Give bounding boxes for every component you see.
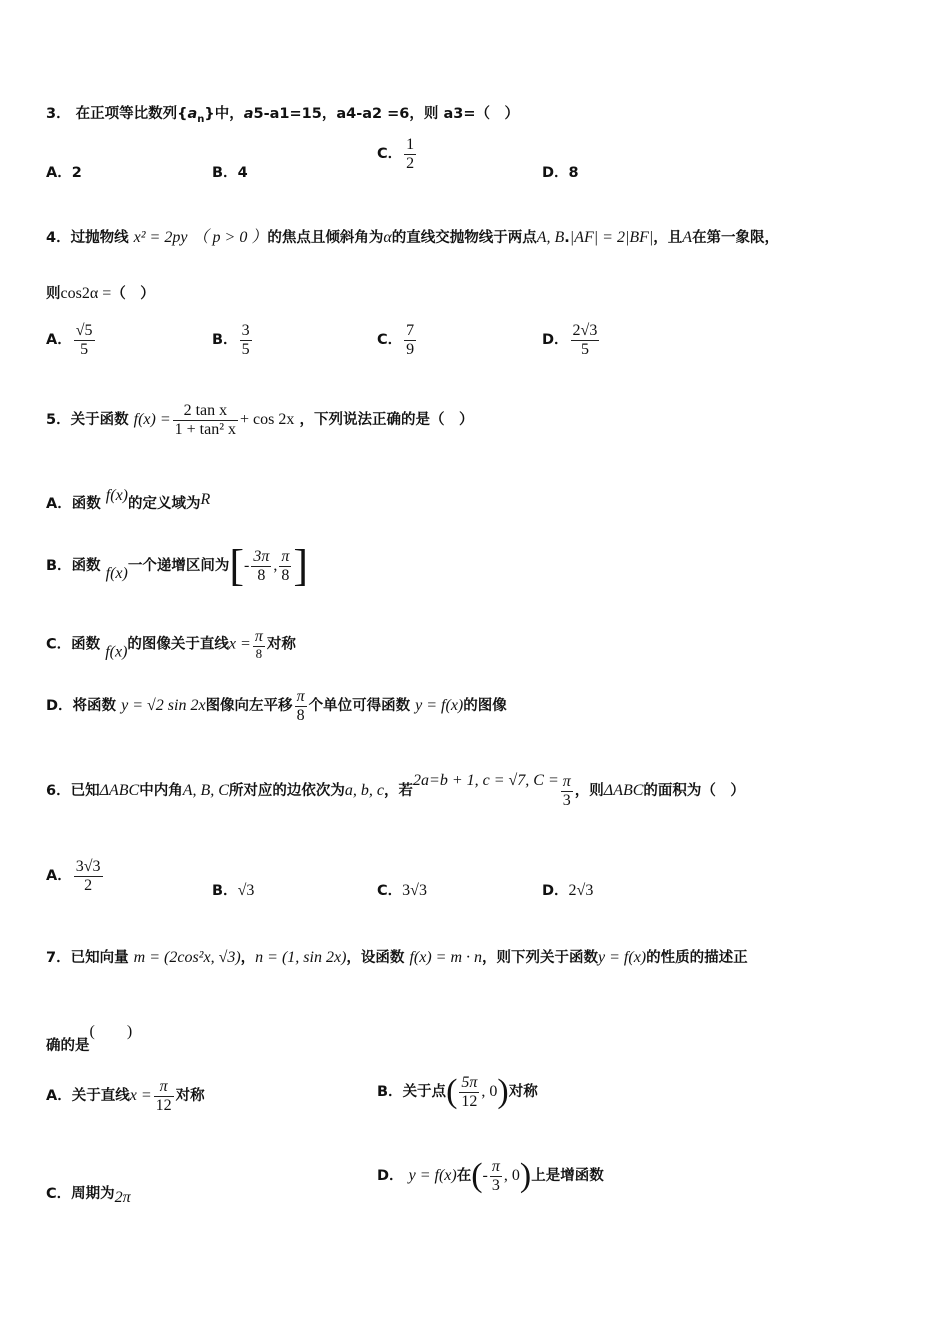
q3-stem xyxy=(46,102,519,125)
function-f: f(x) xyxy=(105,565,128,582)
q4-number: 4． xyxy=(46,230,71,246)
fraction-denominator: 12 xyxy=(155,1096,172,1114)
option-value: 3√3 xyxy=(402,882,427,899)
option-label: A． xyxy=(46,868,72,885)
fraction-denominator: 5 xyxy=(241,340,250,358)
q7-text: 的性质的描述正 xyxy=(646,950,748,966)
q6-angles: A, B, C xyxy=(182,782,229,799)
option-value: 2 xyxy=(71,165,82,181)
q7-number: 7． xyxy=(46,950,71,966)
q5-option-a[interactable] xyxy=(46,487,210,513)
option-label: C． xyxy=(377,146,403,163)
q6-option-a[interactable] xyxy=(46,858,105,894)
option-text: 函数 xyxy=(71,636,101,653)
fraction xyxy=(74,322,95,358)
comma: , xyxy=(273,557,278,574)
q4-condition: （ p > 0 ） xyxy=(192,229,268,246)
function-f: f(x) xyxy=(105,643,128,661)
option-text: 个单位可得函数 xyxy=(308,698,411,715)
q3-an: a xyxy=(187,106,198,122)
interval-tail: , 0 xyxy=(503,1167,520,1185)
left-paren: ( xyxy=(471,1157,483,1195)
q3-text-a: 在正项等比数列{ xyxy=(75,106,188,122)
fraction-denominator: 12 xyxy=(461,1092,478,1110)
q6-conditions: 2a=b + 1, c = √7, C = xyxy=(413,772,559,789)
option-label: D． xyxy=(542,883,569,899)
right-bracket: ] xyxy=(293,541,308,590)
q3-number: 3． xyxy=(46,106,71,122)
q4-text: 的直线交抛物线于两点 xyxy=(391,230,537,246)
q6-triangle: ΔABC xyxy=(603,782,644,799)
fraction xyxy=(404,322,416,358)
fraction-denominator: 8 xyxy=(296,706,305,724)
q7-option-d[interactable] xyxy=(377,1158,604,1194)
fraction xyxy=(154,1078,174,1114)
q5-number: 5． xyxy=(46,412,71,429)
fraction xyxy=(279,548,291,584)
point-tail: , 0 xyxy=(481,1083,498,1101)
fraction xyxy=(173,402,238,438)
q7-vector-m: m = (2cos²x, √3) xyxy=(133,949,241,966)
option-label: D． xyxy=(542,165,569,181)
q5-function-tail: + cos 2x xyxy=(240,411,295,429)
period-value: 2π xyxy=(114,1189,131,1206)
option-text: 的定义域为 xyxy=(128,496,201,512)
q4-text: 在第一象限， xyxy=(692,230,780,246)
line-x: x = xyxy=(129,1087,152,1105)
q6-triangle: ΔABC xyxy=(99,782,140,799)
q7-stem xyxy=(46,946,748,967)
option-text: 对称 xyxy=(175,1088,205,1105)
fraction-numerator: π xyxy=(491,1158,500,1175)
fraction xyxy=(459,1074,479,1110)
fraction-numerator: π xyxy=(281,547,290,565)
q4-option-b[interactable] xyxy=(212,322,254,358)
fraction-denominator: 5 xyxy=(80,340,89,358)
fraction-numerator: π xyxy=(562,772,571,790)
q5-option-c[interactable] xyxy=(46,628,296,661)
option-text: 一个递增区间为 xyxy=(127,558,230,574)
option-label: A． xyxy=(46,332,72,349)
q7-function-y: y = f(x) xyxy=(598,949,647,966)
q4-stem-line2 xyxy=(46,282,155,303)
q3-option-c[interactable] xyxy=(377,136,418,172)
fraction xyxy=(74,858,103,894)
fraction xyxy=(490,1158,502,1194)
option-label: D． xyxy=(46,698,73,715)
option-label: B． xyxy=(212,332,238,349)
fraction-numerator: 3 xyxy=(241,322,250,339)
fraction xyxy=(571,322,600,358)
q4-text: 则 xyxy=(46,286,61,302)
right-paren: ) xyxy=(519,1157,532,1195)
fraction xyxy=(251,548,271,584)
q4-cos-expression: cos2α = xyxy=(60,285,112,302)
fraction-numerator: 5π xyxy=(461,1074,478,1091)
option-label: C． xyxy=(46,636,72,653)
q7-stem-line2 xyxy=(46,1018,132,1055)
q5-function-lhs: f(x) = xyxy=(133,411,171,429)
fraction-numerator: 3√3 xyxy=(75,858,101,875)
q7-vector-n: n = (1, sin 2x) xyxy=(255,949,347,966)
option-value: √3 xyxy=(237,882,255,899)
fraction-numerator: π xyxy=(154,1078,174,1097)
q4-text: ，且 xyxy=(653,230,683,246)
q4-option-a[interactable] xyxy=(46,322,97,358)
fraction-numerator: √5 xyxy=(75,322,93,339)
q5-option-b[interactable] xyxy=(46,541,308,590)
fraction-numerator: 2√3 xyxy=(572,322,598,339)
fraction-numerator: π xyxy=(296,688,305,705)
fraction-numerator: 7 xyxy=(406,322,415,339)
function-y: y = f(x) xyxy=(408,1167,457,1185)
left-bracket: [ xyxy=(229,541,244,590)
q7-option-c[interactable] xyxy=(46,1182,131,1207)
q5-text: ，下列说法正确的是（ ） xyxy=(299,412,474,429)
q3-cond2: a4-a2 =6，则 a3=（ ） xyxy=(336,106,519,122)
set-r: R xyxy=(200,491,211,508)
option-label: B． xyxy=(212,883,238,899)
minus-sign: - xyxy=(482,1167,488,1185)
fraction-numerator: π xyxy=(254,628,263,645)
option-text: 的图像 xyxy=(463,698,507,715)
q6-option-c[interactable] xyxy=(377,879,427,900)
option-text: 函数 xyxy=(71,558,101,574)
q7-option-a[interactable] xyxy=(46,1078,205,1114)
q6-option-b[interactable] xyxy=(212,879,254,900)
q3-option-b[interactable] xyxy=(212,161,248,182)
minus-sign: - xyxy=(243,557,250,574)
option-text: 的图像关于直线 xyxy=(127,636,229,653)
q5-stem xyxy=(46,402,473,438)
option-label: B． xyxy=(377,1084,403,1101)
option-text: 关于点 xyxy=(402,1084,447,1101)
option-text: 对称 xyxy=(508,1084,538,1101)
fraction xyxy=(561,773,573,809)
q7-answer-paren: ( ) xyxy=(89,1023,133,1040)
q3-an-sub: n xyxy=(197,113,205,125)
q3-cond1-rest: 5-a1=15， xyxy=(253,106,337,122)
q5-option-d[interactable] xyxy=(46,688,507,724)
q7-function-f: f(x) = m · n xyxy=(409,949,483,966)
fraction-denominator: 5 xyxy=(580,340,589,358)
q7-option-b[interactable] xyxy=(377,1074,538,1110)
fraction-denominator: 3 xyxy=(562,791,571,809)
function-y2: y = f(x) xyxy=(415,697,464,715)
q6-text: 所对应的边依次为 xyxy=(228,783,345,799)
q3-option-a[interactable] xyxy=(46,161,82,182)
option-label: A． xyxy=(46,496,72,512)
function-y: y = √2 sin 2x xyxy=(121,697,206,715)
option-value: 8 xyxy=(568,165,579,181)
q4-points: A, B xyxy=(536,229,565,246)
q4-option-d[interactable] xyxy=(542,322,601,358)
fraction-denominator: 8 xyxy=(257,566,266,584)
q6-number: 6． xyxy=(46,783,71,799)
fraction-denominator: 1 + tan² x xyxy=(174,420,237,438)
fraction-numerator: 1 xyxy=(406,136,415,153)
option-text: 图像向左平移 xyxy=(205,698,293,715)
option-label: D． xyxy=(542,332,569,349)
q6-sides: a, b, c xyxy=(344,782,385,799)
fraction-denominator: 2 xyxy=(84,876,93,894)
q6-text: 已知 xyxy=(70,783,100,799)
q3-text-b: }中， xyxy=(204,106,244,122)
option-label: B． xyxy=(46,558,72,574)
q4-text: 过抛物线 xyxy=(70,230,129,246)
option-label: A． xyxy=(46,165,72,181)
fraction xyxy=(295,688,307,724)
option-label: C． xyxy=(377,332,403,349)
q4-option-c[interactable] xyxy=(377,322,418,358)
option-label: C． xyxy=(377,883,403,899)
q3-cond1: a xyxy=(243,106,254,122)
q4-parabola-equation: x² = 2py xyxy=(133,229,188,246)
option-text: 在 xyxy=(456,1168,472,1185)
fraction-numerator: 3π xyxy=(253,547,270,565)
q7-text: ， xyxy=(240,950,256,966)
function-f: f(x) xyxy=(105,487,128,504)
option-text: 上是增函数 xyxy=(531,1168,604,1185)
option-label: A． xyxy=(46,1088,72,1105)
line-x: x = xyxy=(228,635,251,653)
q7-text: 确的是 xyxy=(46,1038,90,1054)
option-label: C． xyxy=(46,1186,72,1202)
fraction xyxy=(404,136,416,172)
q6-text: ，则 xyxy=(574,783,604,799)
q4-point-a: A xyxy=(682,229,693,246)
q4-alpha: α xyxy=(383,229,392,246)
fraction xyxy=(253,628,265,661)
fraction-denominator: 8 xyxy=(255,645,263,661)
fraction-denominator: 9 xyxy=(406,340,415,358)
q6-stem xyxy=(46,772,745,809)
q4-ratio: |AF| = 2|BF| xyxy=(569,229,654,246)
option-label: B． xyxy=(212,165,238,181)
q3-option-d[interactable] xyxy=(542,161,579,182)
fraction-denominator: 2 xyxy=(406,154,415,172)
fraction-denominator: 3 xyxy=(491,1176,500,1194)
q5-text: 关于函数 xyxy=(70,412,129,429)
option-text: 对称 xyxy=(266,636,296,653)
q7-text: 已知向量 xyxy=(70,950,129,966)
q6-text: ，若 xyxy=(384,783,414,799)
fraction xyxy=(240,322,252,358)
q4-stem: 4．过抛物线 x² = 2py （ p > 0 ）的焦点且倾斜角为α的直线交抛物线于两点A, B.|AF| = 2|BF|，且A在第一象限， xyxy=(46,229,780,246)
q7-text: ，则下列关于函数 xyxy=(482,950,599,966)
option-value: 2√3 xyxy=(568,882,594,899)
fraction-denominator: 8 xyxy=(281,566,290,584)
option-text: 将函数 xyxy=(72,698,117,715)
q4-text: 的焦点且倾斜角为 xyxy=(267,230,384,246)
q6-text: 中内角 xyxy=(139,783,183,799)
option-text: 关于直线 xyxy=(71,1088,130,1105)
left-paren: ( xyxy=(446,1073,458,1111)
q7-text: ，设函数 xyxy=(346,950,405,966)
right-paren: ) xyxy=(497,1073,509,1111)
option-text: 周期为 xyxy=(71,1186,115,1202)
option-label: D． xyxy=(377,1168,404,1185)
q6-text: 的面积为（ ） xyxy=(643,783,745,799)
q6-option-d[interactable] xyxy=(542,879,593,900)
option-value: 4 xyxy=(237,165,248,181)
q4-text: （ ） xyxy=(111,286,155,302)
option-text: 函数 xyxy=(71,496,101,512)
fraction-numerator: 2 tan x xyxy=(173,402,238,421)
